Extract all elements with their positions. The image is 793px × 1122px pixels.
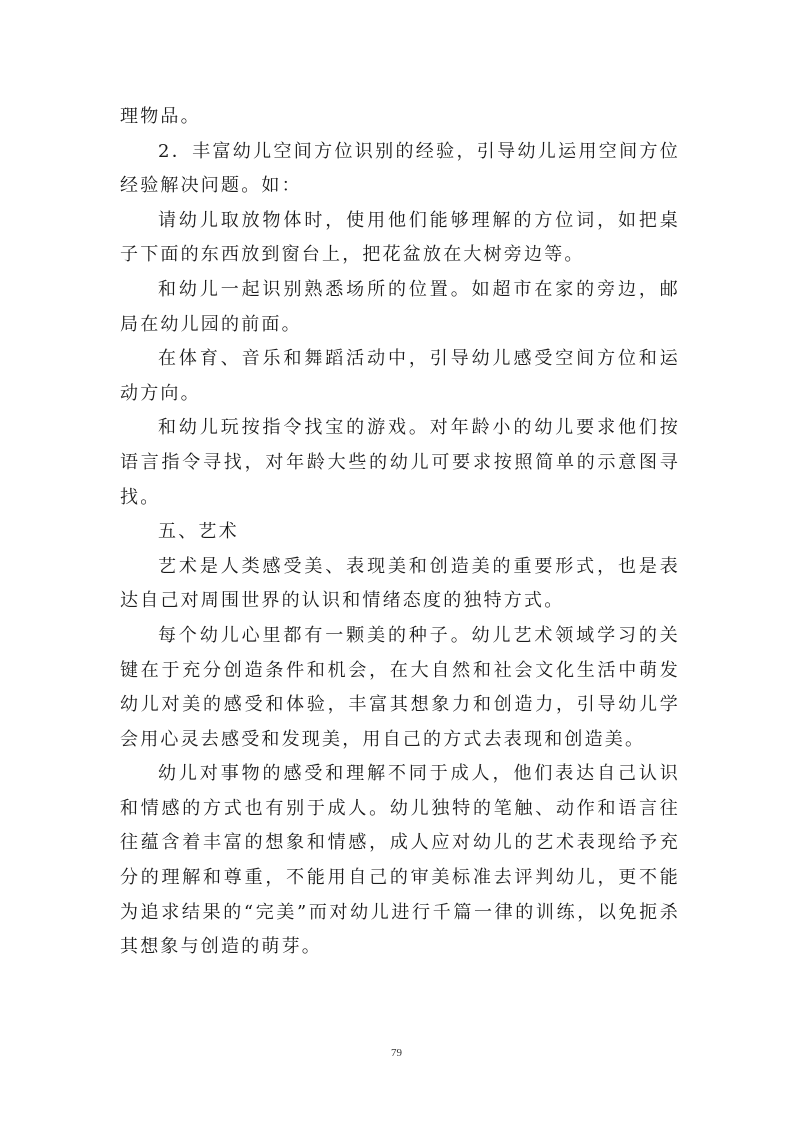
paragraph-art-respect: 幼儿对事物的感受和理解不同于成人，他们表达自己认识和情感的方式也有别于成人。幼儿独特的笔触、动作和语言往往蕴含着丰富的想象和情感，成人应对幼儿的艺术表现给予充分的理解和尊重，不能用自己的审美标准去评判幼儿，更不能为追求结果的“完美”而对幼儿进行千篇一律的训练，以免扼杀其想象与创造的萌芽。 bbox=[120, 763, 680, 958]
paragraph-example-treasure-game: 和幼儿玩按指令找宝的游戏。对年龄小的幼儿要求他们按语言指令寻找，对年龄大些的幼儿可要求按照简单的示意图寻找。 bbox=[120, 417, 680, 508]
paragraph-art-definition: 艺术是人类感受美、表现美和创造美的重要形式，也是表达自己对周围世界的认识和情绪态度的独特方式。 bbox=[120, 555, 680, 612]
section-heading-art: 五、艺术 bbox=[158, 521, 239, 543]
paragraph-item-2: 2．丰富幼儿空间方位识别的经验，引导幼儿运用空间方位经验解决问题。如： bbox=[120, 140, 680, 197]
body-text bbox=[120, 100, 680, 965]
page-number: 79 bbox=[391, 1047, 402, 1059]
paragraph-continuation: 理物品。 bbox=[120, 106, 201, 127]
paragraph-example-familiar-places: 和幼儿一起识别熟悉场所的位置。如超市在家的旁边，邮局在幼儿园的前面。 bbox=[120, 278, 680, 335]
paragraph-example-activities: 在体育、音乐和舞蹈活动中，引导幼儿感受空间方位和运动方向。 bbox=[120, 348, 680, 404]
paragraph-example-direction-words: 请幼儿取放物体时，使用他们能够理解的方位词，如把桌子下面的东西放到窗台上，把花盆放在大树旁边等。 bbox=[120, 209, 680, 266]
paragraph-art-learning-key: 每个幼儿心里都有一颗美的种子。幼儿艺术领域学习的关键在于充分创造条件和机会，在大自然和社会文化生活中萌发幼儿对美的感受和体验，丰富其想象力和创造力，引导幼儿学会用心灵去感受和发现美，用自己的方式去表现和创造美。 bbox=[120, 624, 680, 750]
